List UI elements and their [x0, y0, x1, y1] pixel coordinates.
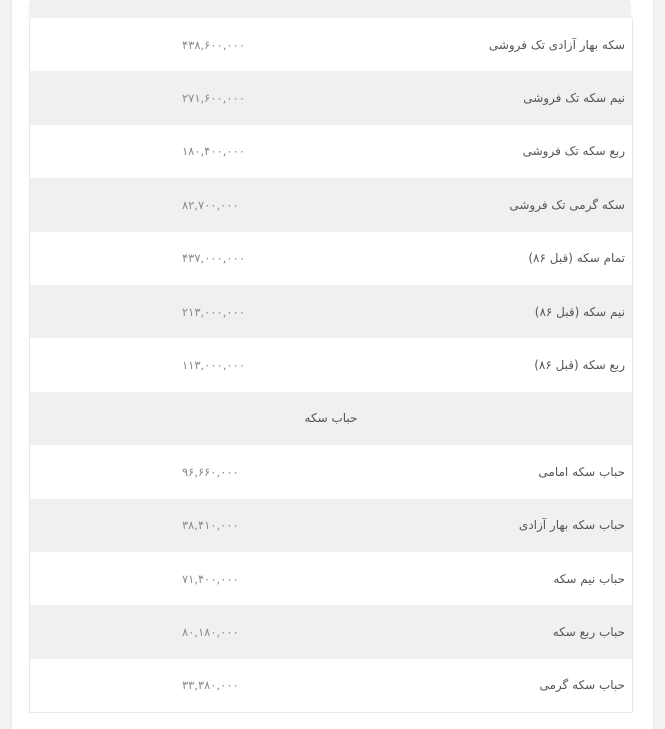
row-label: ربع سکه تک فروشی — [522, 144, 625, 159]
row-label: نیم سکه (قبل ۸۶) — [534, 304, 625, 319]
row-label: نیم سکه تک فروشی — [523, 91, 625, 106]
row-value: ۱۱۳,۰۰۰,۰۰۰ — [182, 358, 245, 373]
row-label: حباب نیم سکه — [553, 571, 625, 586]
row-label: حباب ربع سکه — [552, 624, 625, 639]
row-label: حباب سکه گرمی — [539, 678, 625, 693]
table-row — [30, 71, 632, 124]
table-row — [30, 232, 632, 285]
table-row — [30, 659, 632, 712]
row-value: ۲۱۳,۰۰۰,۰۰۰ — [182, 304, 245, 319]
table-row — [30, 552, 632, 605]
row-label: ربع سکه (قبل ۸۶) — [534, 358, 625, 373]
row-value: ۸۰,۱۸۰,۰۰۰ — [182, 624, 239, 639]
coin-price-table — [29, 18, 633, 713]
row-value: ۳۸,۴۱۰,۰۰۰ — [182, 518, 239, 533]
row-label: سکه بهار آزادی تک فروشی — [488, 37, 625, 52]
table-row — [30, 18, 632, 71]
row-label: سکه گرمی تک فروشی — [509, 197, 625, 212]
row-value: ۸۲,۷۰۰,۰۰۰ — [182, 197, 239, 212]
row-label: حباب سکه بهار آزادی — [518, 518, 625, 533]
row-value: ۹۶,۶۶۰,۰۰۰ — [182, 464, 239, 479]
row-value: ۷۱,۴۰۰,۰۰۰ — [182, 571, 239, 586]
table-row — [30, 178, 632, 231]
section-header-row — [30, 392, 632, 445]
table-top-edge — [30, 0, 630, 18]
row-label: تمام سکه (قبل ۸۶) — [528, 251, 625, 266]
row-value: ۳۳,۳۸۰,۰۰۰ — [182, 678, 239, 693]
table-row — [30, 605, 632, 658]
table-row — [30, 499, 632, 552]
table-row — [30, 445, 632, 498]
table-row — [30, 285, 632, 338]
row-value: ۱۸۰,۴۰۰,۰۰۰ — [182, 144, 245, 159]
row-value: ۴۳۷,۰۰۰,۰۰۰ — [182, 251, 245, 266]
section-header: حباب سکه — [304, 411, 358, 426]
row-value: ۲۷۱,۶۰۰,۰۰۰ — [182, 91, 245, 106]
row-label: حباب سکه امامی — [538, 464, 625, 479]
row-value: ۴۳۸,۶۰۰,۰۰۰ — [182, 37, 245, 52]
table-row — [30, 338, 632, 391]
table-row — [30, 125, 632, 178]
